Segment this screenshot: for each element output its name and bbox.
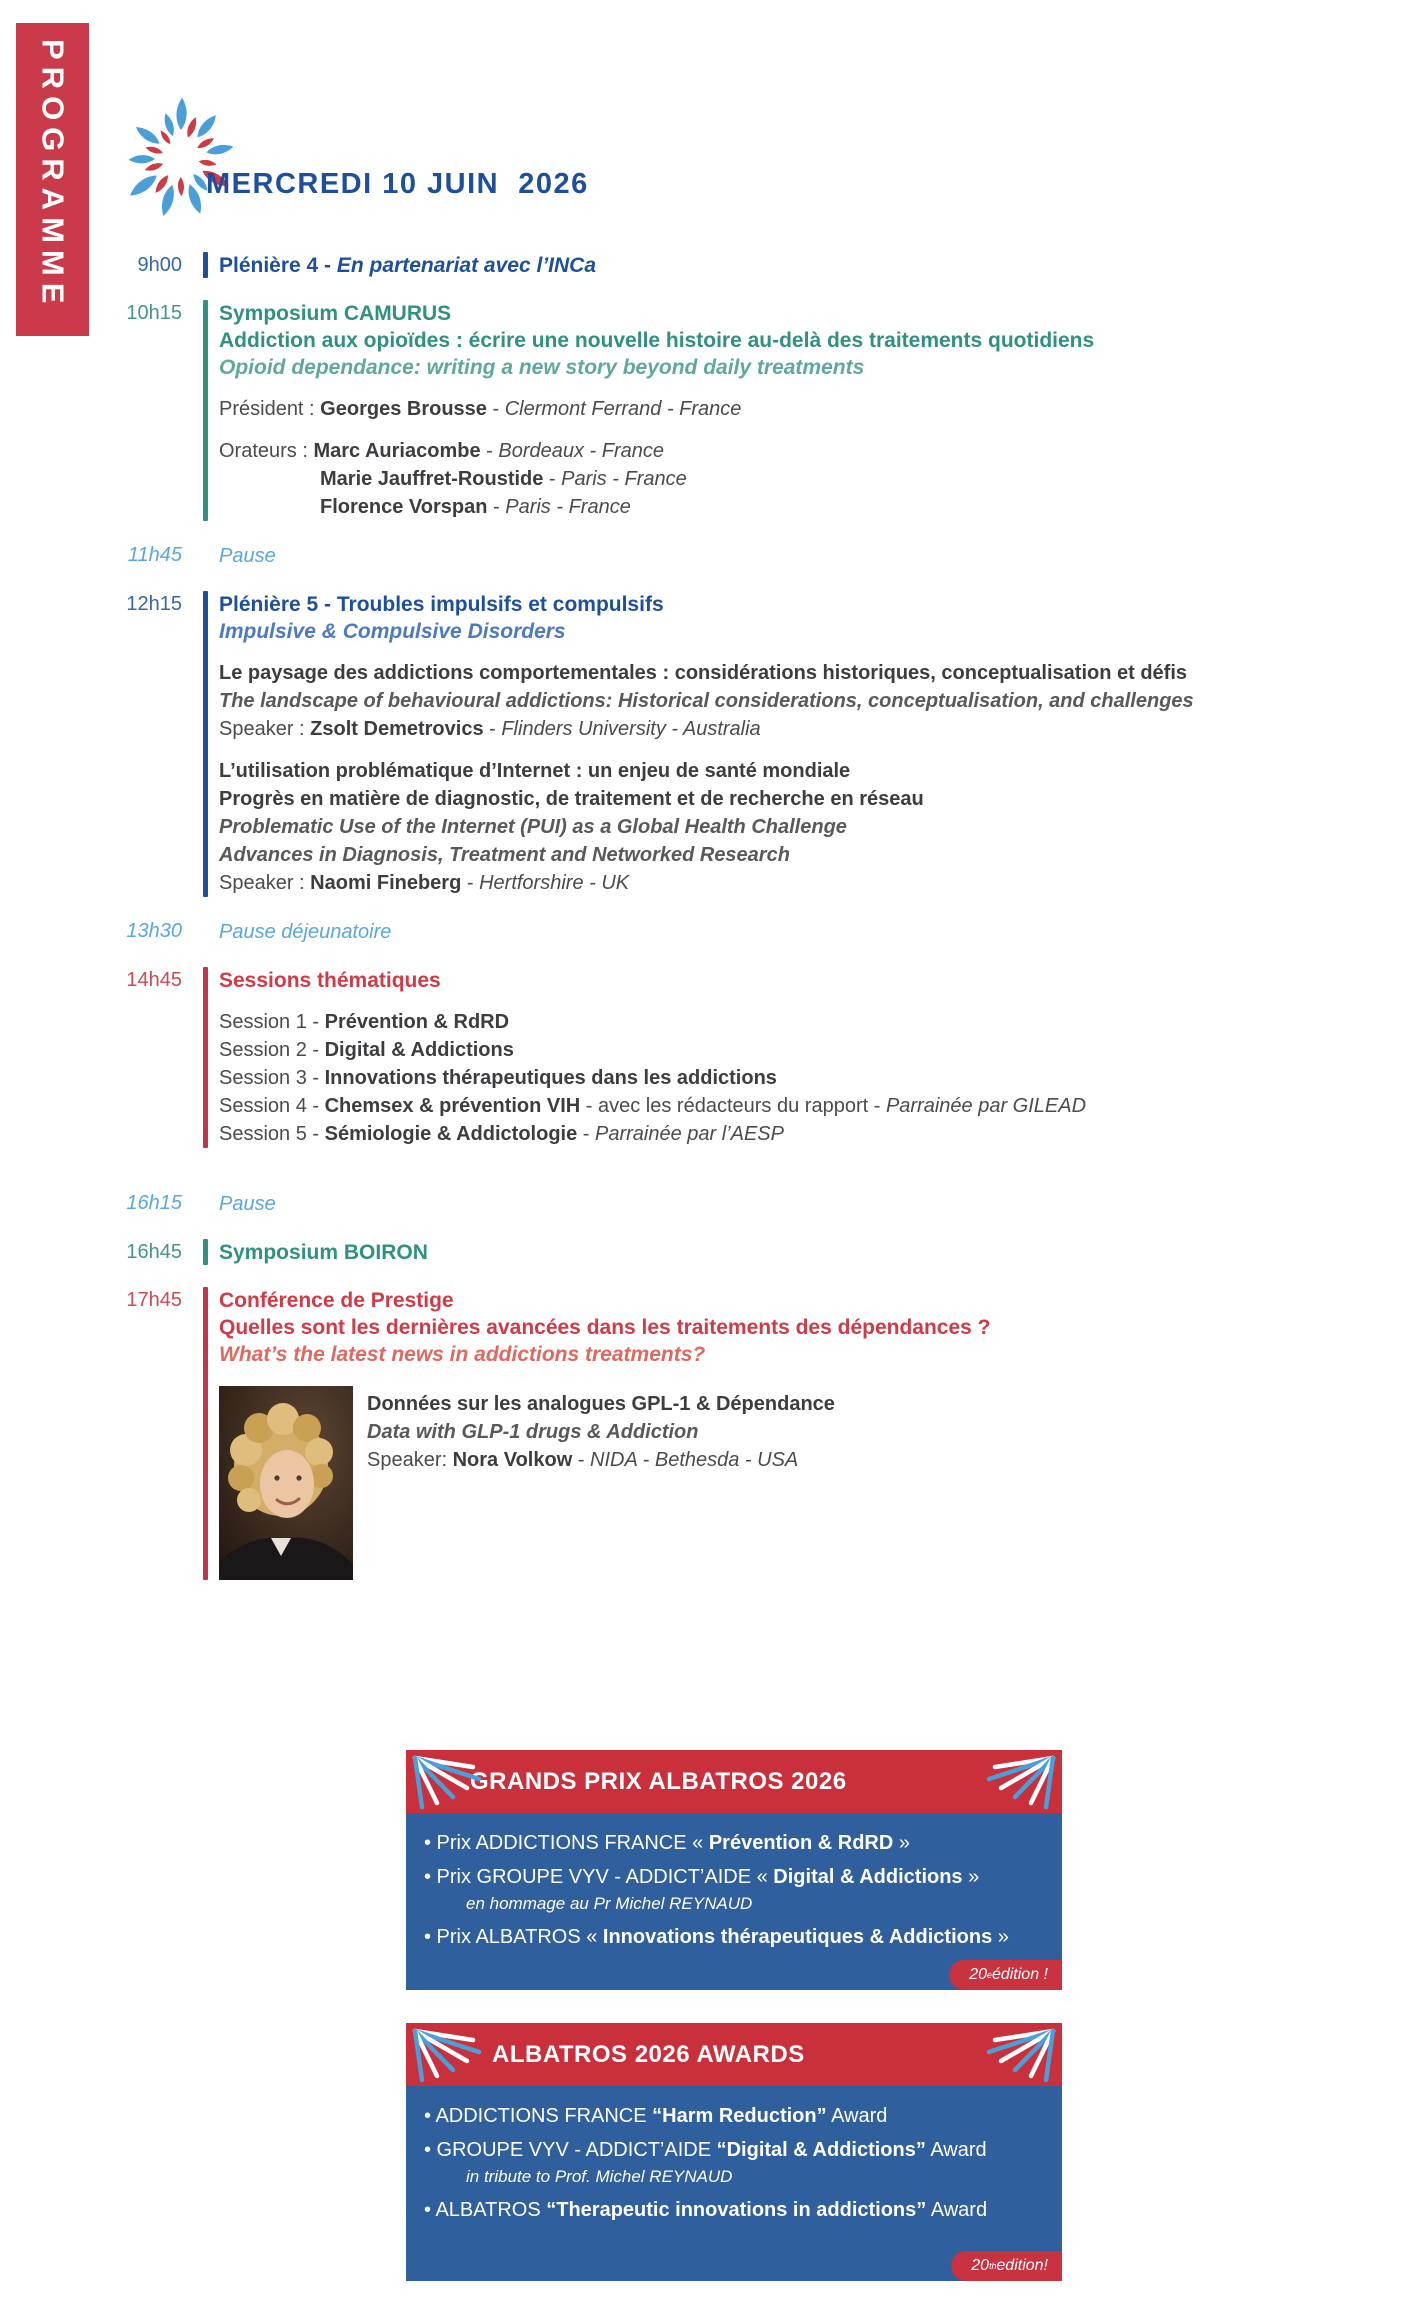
program-line (367, 1390, 835, 1418)
program-line (219, 437, 1384, 465)
banner-list-item (424, 2139, 1042, 2161)
program-line (219, 542, 1384, 570)
prize-list (424, 1832, 1042, 1948)
text-segment: - (480, 440, 499, 462)
fireworks-logo-icon (112, 80, 252, 245)
page-title: MERCREDI 10 JUIN 2026 (206, 168, 589, 200)
text-segment: Flinders University - Australia (501, 718, 761, 740)
albatros-awards-banner-body (406, 2086, 1062, 2281)
section-bar (203, 591, 208, 897)
text-segment: Session 3 - (219, 1067, 325, 1089)
text-segment: Addiction aux opioïdes : écrire une nouvelle histoire au-delà des traitements quotidiens (219, 329, 1095, 352)
time-label: 12h15 (126, 593, 182, 615)
text-segment: “Digital & Addictions” (716, 2139, 926, 2161)
text-segment: Session 1 - (219, 1011, 325, 1033)
text-segment: Innovations thérapeutiques dans les addictions (324, 1067, 777, 1089)
text-segment: - (487, 496, 506, 518)
firework-rays-icon (409, 2026, 491, 2086)
text-segment: - avec les rédacteurs du rapport - (580, 1095, 886, 1117)
schedule-row (0, 1287, 1400, 1580)
text-segment: Problematic Use of the Internet (PUI) as a Global Health Challenge (219, 816, 847, 838)
program-line (219, 869, 1384, 897)
text-segment: “Harm Reduction” (652, 2105, 827, 2127)
speaker-block (219, 1386, 1384, 1580)
grands-prix-banner-header (406, 1750, 1062, 1813)
program-line (219, 841, 1384, 869)
albatros-awards-banner-header (406, 2023, 1062, 2086)
text-segment: Progrès en matière de diagnostic, de traitement et de recherche en réseau (219, 788, 924, 810)
section-content (219, 542, 1384, 570)
section-content (219, 1239, 1384, 1266)
text-segment: » (992, 1926, 1009, 1948)
text-segment: Speaker : (219, 718, 311, 740)
text-segment: - (577, 1123, 595, 1145)
banner-list-item (424, 1926, 1042, 1948)
program-line (219, 967, 1384, 994)
section-content (219, 1190, 1384, 1218)
program-line (219, 1239, 1384, 1266)
text-segment: “Therapeutic innovations in addictions” (546, 2199, 927, 2221)
program-line (219, 327, 1384, 354)
banner-list-item (424, 2199, 1042, 2221)
text-segment: • ALBATROS (424, 2199, 547, 2221)
speaker-info (367, 1386, 835, 1580)
text-segment: Speaker : (219, 872, 311, 894)
text-segment: Paris - France (505, 496, 631, 518)
text-segment: en hommage au Pr Michel REYNAUD (466, 1894, 753, 1913)
text-segment: Hertforshire - UK (479, 872, 630, 894)
albatros-awards-banner (406, 2023, 1062, 2281)
text-segment: Bordeaux - France (498, 440, 664, 462)
text-segment: Symposium BOIRON (219, 1241, 428, 1264)
text-segment: - (483, 718, 502, 740)
program-line (219, 918, 1384, 946)
section-content (219, 967, 1384, 1148)
section-bar (203, 300, 208, 521)
time-label: 16h15 (126, 1192, 182, 1214)
program-line (219, 659, 1384, 687)
text-segment: Speaker: (367, 1449, 453, 1471)
text-segment: L’utilisation problématique d’Internet : un enjeu de santé mondiale (219, 760, 851, 782)
award-list (424, 2105, 1042, 2221)
text-segment: Pause (219, 545, 276, 567)
text-segment: Zsolt Demetrovics (310, 718, 484, 740)
text-segment: The landscape of behavioural addictions: Historical considerations, conceptualisation, and challenges (219, 690, 1194, 712)
program-line (219, 1008, 1384, 1036)
program-line (219, 1092, 1384, 1120)
edition-badge (949, 1960, 1062, 1990)
text-segment: Parrainée par l’AESP (595, 1123, 784, 1145)
banner-list-item (466, 2166, 1042, 2188)
schedule-row (0, 542, 1400, 570)
text-segment: Symposium CAMURUS (219, 302, 452, 325)
text-segment: th (989, 2261, 997, 2271)
program-line (219, 1287, 1384, 1314)
program-line (219, 813, 1384, 841)
time-label: 14h45 (126, 969, 182, 991)
section-bar (203, 252, 208, 278)
text-segment: Advances in Diagnosis, Treatment and Networked Research (219, 844, 790, 866)
time-label: 9h00 (137, 254, 182, 276)
text-segment: Marie Jauffret-Roustide (320, 468, 544, 490)
text-segment: Conférence de Prestige (219, 1289, 454, 1312)
text-segment: Plénière 5 - Troubles impulsifs et compulsifs (219, 593, 664, 616)
text-segment: Clermont Ferrand - France (504, 398, 742, 420)
text-segment: Data with GLP-1 drugs & Addiction (367, 1421, 699, 1443)
program-line (219, 1190, 1384, 1218)
program-line (219, 354, 1384, 381)
banner-list-item (424, 1832, 1042, 1854)
program-line (219, 1064, 1384, 1092)
grands-prix-banner (406, 1750, 1062, 1990)
text-segment: Award (826, 2105, 888, 2127)
text-segment: Award (926, 2199, 988, 2221)
text-segment: - (543, 468, 562, 490)
text-segment: Président : (219, 398, 321, 420)
text-segment: » (962, 1866, 980, 1888)
text-segment: edition! (996, 2257, 1048, 2274)
text-segment: Pause (219, 1193, 276, 1215)
firework-rays-icon (977, 1753, 1059, 1813)
program-line (219, 252, 1384, 279)
banner-title: ALBATROS 2026 AWARDS (492, 2040, 805, 2068)
section-content (219, 300, 1384, 521)
schedule-row (0, 1239, 1400, 1266)
speaker-photo (219, 1386, 353, 1580)
program-line (219, 1036, 1384, 1064)
banner-list-item (424, 2105, 1042, 2127)
text-segment: 20 (969, 1966, 988, 1983)
schedule-row (0, 918, 1400, 946)
program-line (367, 1418, 835, 1446)
text-segment: in tribute to Prof. Michel REYNAUD (466, 2167, 733, 2186)
section-bar (203, 1239, 208, 1265)
programme-ribbon-label: PROGRAMME (35, 39, 71, 311)
time-label: 10h15 (126, 302, 182, 324)
time-label: 11h45 (127, 544, 182, 566)
text-segment: Quelles sont les dernières avancées dans les traitements des dépendances ? (219, 1316, 991, 1339)
text-segment: Florence Vorspan (320, 496, 488, 518)
schedule (0, 240, 1400, 1601)
grands-prix-banner-body (406, 1813, 1062, 1990)
section-content (219, 1287, 1384, 1580)
text-segment: Données sur les analogues GPL-1 & Dépendance (367, 1393, 835, 1415)
text-segment: Nora Volkow (452, 1449, 573, 1471)
text-segment: 20 (971, 2257, 990, 2274)
text-segment: Plénière 4 - (219, 254, 337, 277)
text-segment: e (987, 1970, 992, 1980)
edition-badge (951, 2251, 1062, 2281)
text-segment: Session 5 - (219, 1123, 325, 1145)
firework-rays-icon (409, 1753, 491, 1813)
text-segment: • Prix ADDICTIONS FRANCE « (424, 1832, 709, 1854)
section-bar (203, 967, 208, 1148)
text-segment: En partenariat avec l’INCa (336, 254, 596, 277)
program-line (219, 300, 1384, 327)
text-segment: Paris - France (561, 468, 687, 490)
time-label: 16h45 (126, 1241, 182, 1263)
text-segment: • Prix ALBATROS « (424, 1926, 603, 1948)
text-segment: Parrainée par GILEAD (885, 1095, 1087, 1117)
text-segment: Chemsex & prévention VIH (324, 1095, 581, 1117)
time-label: 17h45 (126, 1289, 182, 1311)
text-segment: » (893, 1832, 910, 1854)
program-line (219, 715, 1384, 743)
schedule-row (0, 591, 1400, 897)
program-line (219, 465, 1384, 493)
text-segment: Session 4 - (219, 1095, 325, 1117)
program-line (219, 618, 1384, 645)
schedule-row (0, 1190, 1400, 1218)
text-segment: Sémiologie & Addictologie (324, 1123, 578, 1145)
text-segment: Digital & Addictions (324, 1039, 514, 1061)
section-bar (203, 1287, 208, 1580)
program-line (219, 493, 1384, 521)
text-segment: • Prix GROUPE VYV - ADDICT’AIDE « (424, 1866, 774, 1888)
text-segment: - (572, 1449, 591, 1471)
text-segment: Session 2 - (219, 1039, 325, 1061)
program-line (219, 1341, 1384, 1368)
text-segment: - (486, 398, 505, 420)
banner-list-item (466, 1893, 1042, 1915)
text-segment: Prévention & RdRD (708, 1832, 894, 1854)
program-line (219, 591, 1384, 618)
program-line (219, 1120, 1384, 1148)
program-line (219, 1314, 1384, 1341)
text-segment: Georges Brousse (320, 398, 487, 420)
text-segment: Sessions thématiques (219, 969, 441, 992)
text-segment: Orateurs : (219, 440, 314, 462)
text-segment: Le paysage des addictions comportementales : considérations historiques, conceptualisation et défis (219, 662, 1188, 684)
schedule-row (0, 300, 1400, 521)
text-segment: Innovations thérapeutiques & Addictions (602, 1926, 993, 1948)
program-line (219, 785, 1384, 813)
program-line (219, 687, 1384, 715)
text-segment: What’s the latest news in addictions treatments? (219, 1343, 706, 1366)
schedule-row (0, 967, 1400, 1148)
section-content (219, 918, 1384, 946)
firework-rays-icon (977, 2026, 1059, 2086)
text-segment: édition ! (991, 1966, 1048, 1983)
text-segment: Digital & Addictions (773, 1866, 963, 1888)
text-segment: Naomi Fineberg (310, 872, 462, 894)
banner-title: GRANDS PRIX ALBATROS 2026 (470, 1767, 847, 1795)
program-line (219, 757, 1384, 785)
text-segment: NIDA - Bethesda - USA (590, 1449, 799, 1471)
schedule-row (0, 252, 1400, 279)
program-line (219, 395, 1384, 423)
text-segment: • ADDICTIONS FRANCE (424, 2105, 653, 2127)
program-line (367, 1446, 835, 1474)
text-segment: Marc Auriacombe (313, 440, 481, 462)
text-segment: - (461, 872, 480, 894)
time-label: 13h30 (126, 920, 182, 942)
banner-list-item (424, 1866, 1042, 1888)
text-segment: Award (925, 2139, 987, 2161)
text-segment: Prévention & RdRD (324, 1011, 510, 1033)
text-segment: Opioid dependance: writing a new story beyond daily treatments (219, 356, 865, 379)
section-content (219, 591, 1384, 897)
text-segment: Impulsive & Compulsive Disorders (219, 620, 566, 643)
section-content (219, 252, 1384, 279)
text-segment: • GROUPE VYV - ADDICT’AIDE (424, 2139, 717, 2161)
text-segment: Pause déjeunatoire (219, 921, 392, 943)
